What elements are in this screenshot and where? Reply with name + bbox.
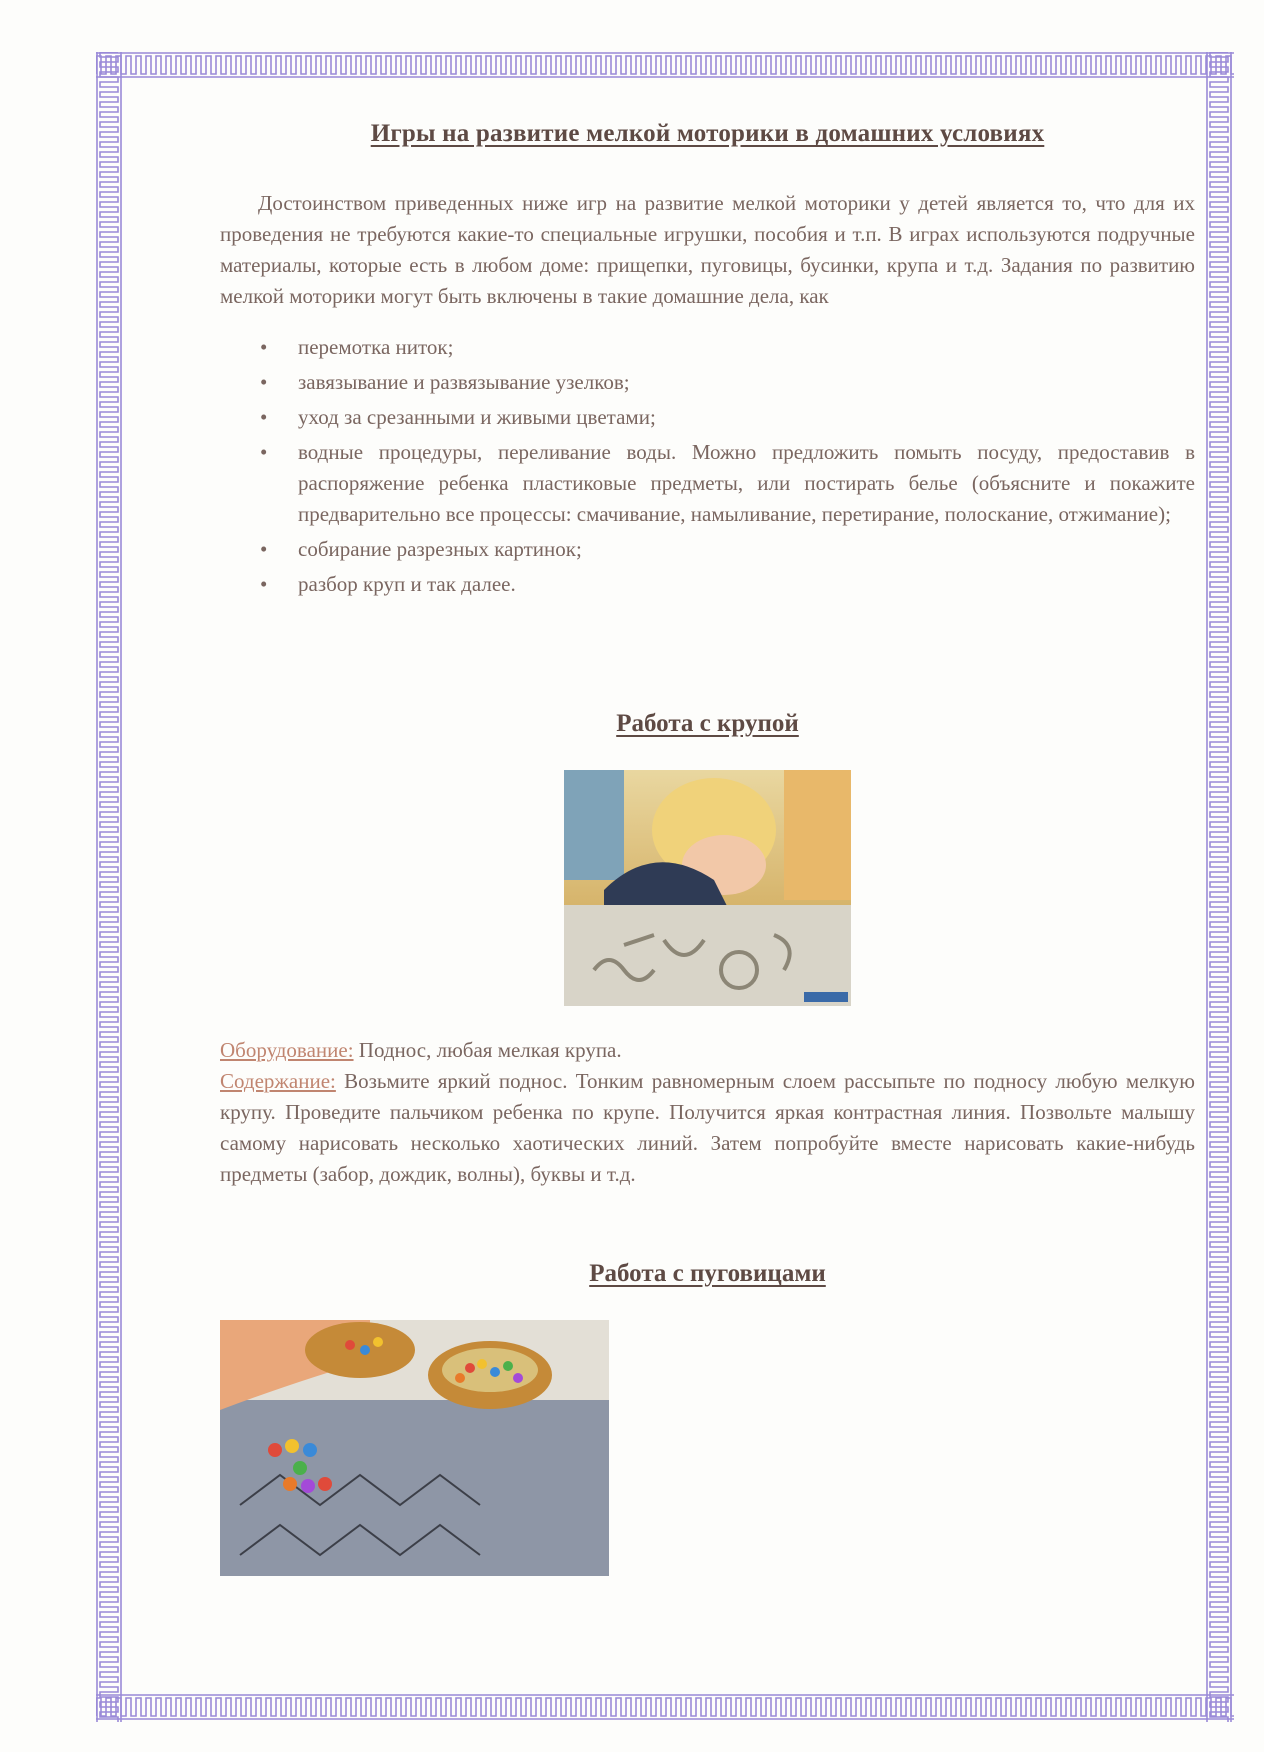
content [220,120,1195,1287]
bullet-icon: • [260,537,268,561]
bullet-icon: • [260,572,268,596]
bullet-icon: • [260,405,268,429]
list-item: • разбор круп и так далее. [298,569,1195,600]
child-drawing-in-grain-image [564,770,851,1006]
grain-description [220,1035,1195,1190]
content-text: Возьмите яркий поднос. Тонким равномерным слоем рассыпьте по подносу любую мелкую крупу. Проведите пальчиком ребенка по крупе. Получится яркая контрастная линия. Позвольте малышу самому нарисовать несколько хаотических линий. Затем попробуйте вместе нарисовать какие-нибудь предметы (забор, дождик, волны), буквы и т.д. [220,1069,1195,1186]
equipment-text: Поднос, любая мелкая крупа. [353,1038,622,1062]
section-heading-grain: Работа с крупой [616,710,799,737]
activity-list [220,332,1195,600]
list-item: • водные процедуры, переливание воды. Можно предложить помыть посуду, предоставив в распоряжение ребенка пластиковые предметы, или постирать белье (объясните и покажите предварительно все процессы: смачивание, намыливание, перетирание, полоскание, отжимание); [298,437,1195,530]
list-item: • завязывание и развязывание узелков; [298,367,1195,398]
list-item: • собирание разрезных картинок; [298,534,1195,565]
content-label: Содержание: [220,1069,336,1093]
buttons-photo [220,1320,609,1576]
list-item: • уход за срезанными и живыми цветами; [298,402,1195,433]
content-line [220,1066,1195,1190]
bullet-icon: • [260,370,268,394]
bullet-icon: • [260,440,268,464]
section-heading-buttons: Работа с пуговицами [589,1260,826,1287]
list-item: • перемотка ниток; [298,332,1195,363]
buttons-on-lines-image [220,1320,609,1576]
equipment-line [220,1035,1195,1066]
section-buttons [220,1260,1195,1288]
page-title: Игры на развитие мелкой моторики в домашних условиях [370,120,1045,147]
grain-photo [564,770,851,1006]
bullet-icon: • [260,335,268,359]
section-grain [220,710,1195,738]
equipment-label: Оборудование: [220,1038,354,1062]
intro-paragraph: Достоинством приведенных ниже игр на развитие мелкой моторики у детей является то, что для их проведения не требуются какие-то специальные игрушки, пособия и т.п. В играх используются подручные материалы, которые есть в любом доме: прищепки, пуговицы, бусинки, крупа и т.д. Задания по развитию мелкой моторики могут быть включены в такие домашние дела, как [220,191,1195,308]
